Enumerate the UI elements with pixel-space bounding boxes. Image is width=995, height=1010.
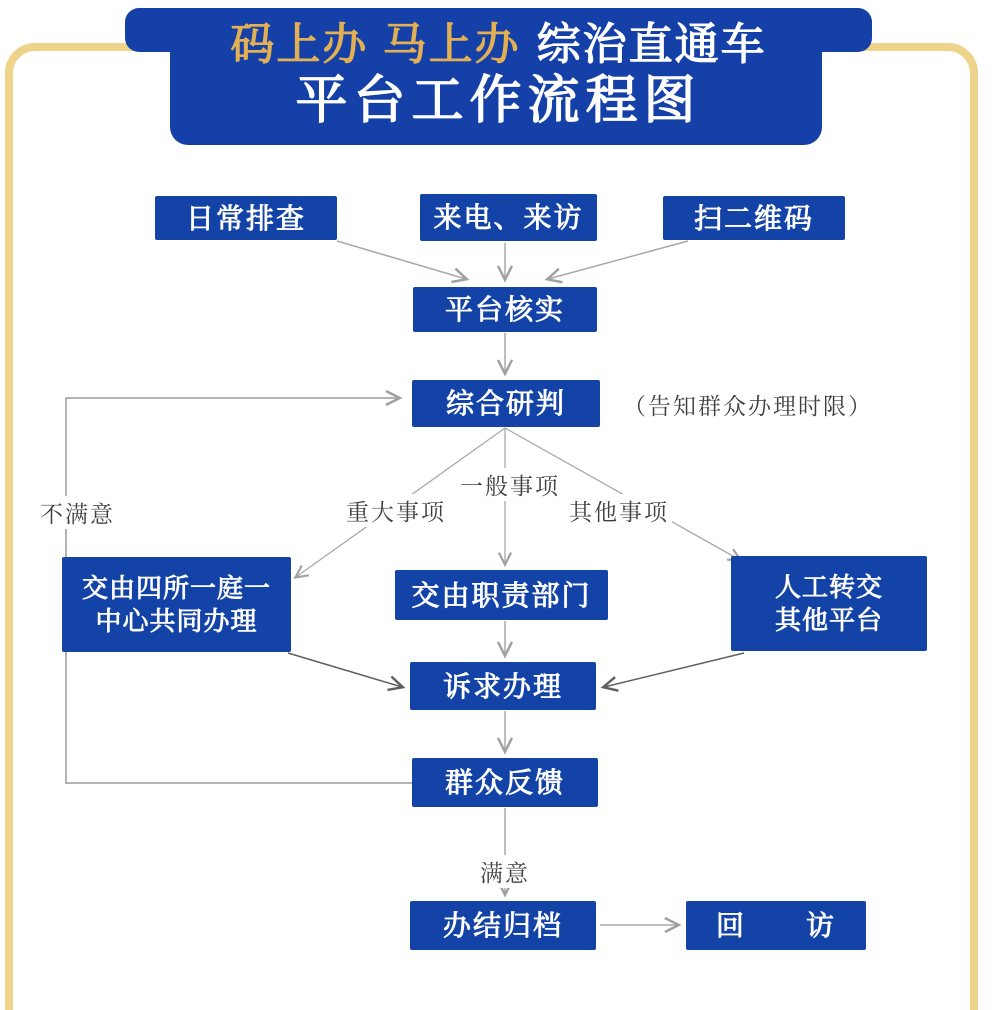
- node-daily-check-label: 日常排查: [185, 202, 306, 234]
- edge-daily-to-verify: [337, 241, 466, 279]
- title-line1-white: 综治直通车: [536, 20, 767, 70]
- node-platform-verify-label: 平台核实: [444, 294, 565, 325]
- node-daily-check: [155, 196, 337, 240]
- edge-manual-to-request: [604, 653, 744, 687]
- label-major-matters: 重大事项: [343, 494, 449, 527]
- title-line1: [230, 21, 766, 69]
- node-return-visit-label: 回 访: [715, 910, 836, 941]
- label-satisfied: 满意: [477, 855, 533, 888]
- edge-qr-to-verify: [548, 241, 688, 279]
- node-scan-qr-label: 扫二维码: [693, 202, 814, 234]
- node-archive-label: 办结归档: [442, 910, 563, 941]
- node-manual-transfer: [731, 556, 927, 651]
- title-line1-gold: 码上办 马上办: [230, 20, 521, 70]
- node-comprehensive-judge-label: 综合研判: [445, 388, 566, 419]
- node-archive: [410, 901, 596, 950]
- node-manual-transfer-line2: 其他平台: [774, 604, 883, 635]
- node-return-visit: [686, 901, 866, 950]
- node-mass-feedback-label: 群众反馈: [444, 767, 565, 798]
- node-mass-feedback: [412, 758, 598, 807]
- node-request-handling-label: 诉求办理: [442, 670, 563, 702]
- node-comprehensive-judge: [412, 380, 600, 427]
- label-general-matters: 一般事项: [457, 468, 563, 501]
- node-four-offices: [62, 557, 291, 652]
- node-manual-transfer-line1: 人工转交: [774, 572, 883, 602]
- node-duty-dept-label: 交由职责部门: [411, 579, 592, 611]
- node-platform-verify: [413, 287, 597, 332]
- node-calls-visits: [420, 194, 597, 241]
- label-other-matters: 其他事项: [566, 494, 672, 527]
- edge-four-to-request: [288, 653, 402, 687]
- label-unsatisfied: 不满意: [37, 496, 118, 529]
- title-line2: 平台工作流程图: [295, 71, 702, 130]
- node-four-offices-line2: 中心共同办理: [95, 605, 258, 636]
- node-scan-qr: [663, 196, 845, 240]
- label-note-time-limit: （告知群众办理时限）: [620, 388, 876, 421]
- node-four-offices-line1: 交由四所一庭一: [81, 573, 271, 603]
- node-request-handling: [410, 662, 596, 710]
- node-duty-dept: [395, 570, 608, 620]
- page-title: [125, 8, 872, 145]
- node-calls-visits-label: 来电、来访: [433, 202, 584, 233]
